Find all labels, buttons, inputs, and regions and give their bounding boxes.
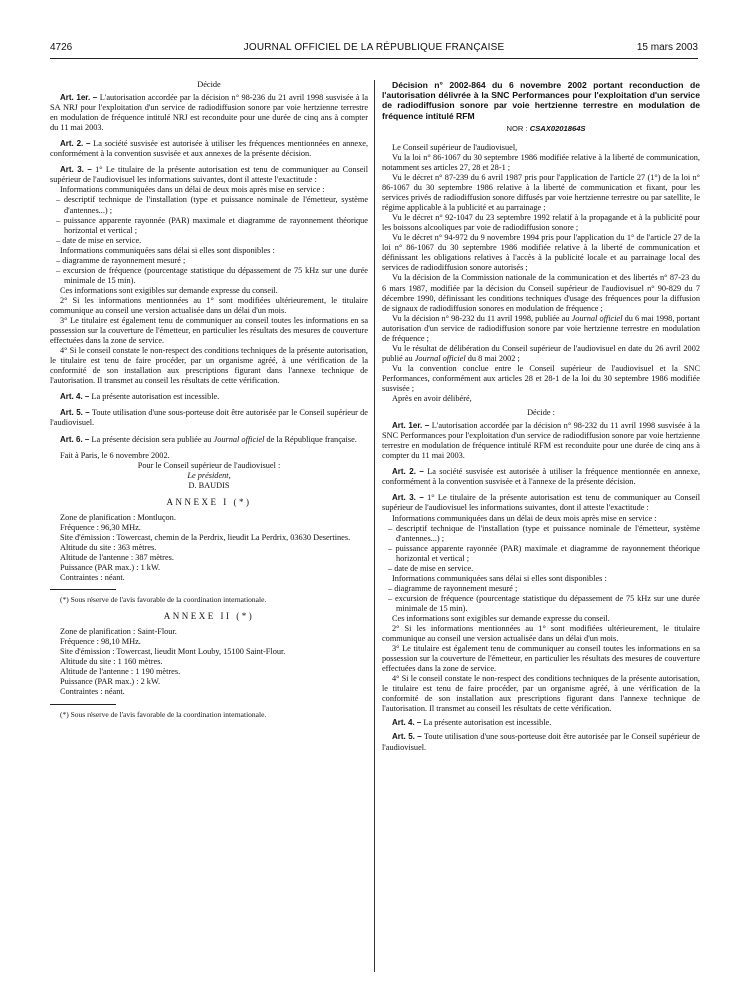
article-label: Art. 3. –: [60, 165, 92, 175]
annex-line: Zone de planification : Saint-Flour.: [60, 627, 177, 637]
header-rule: [50, 58, 698, 59]
annex-line: Altitude de l'antenne : 387 mètres.: [60, 552, 174, 562]
paragraph: Après en avoir délibéré,: [392, 394, 472, 404]
signature-line: Pour le Conseil supérieur de l'audiovisuel :: [137, 460, 281, 470]
footnote: (*) Sous réserve de l'avis favorable de la coordination internationale.: [60, 595, 267, 605]
list-item: – excursion de fréquence (pourcentage statistique du dépassement de 75 kHz sur une durée minimale de 15 min).: [56, 265, 368, 285]
decision-title: Décision n° 2002-864 du 6 novembre 2002 portant reconduction de l'autorisation délivrée à la SNC Performances pour l'exploitation d'un service de radiodiffusion sonore par voie hertzienne terrestre en modulation de fréquence intitulé RFM: [382, 80, 700, 121]
page-number: 4726: [50, 42, 73, 53]
list-item: – puissance apparente rayonnée (PAR) maximale et diagramme de rayonnement théorique horizontal et vertical ;: [56, 215, 368, 235]
signature-name: D. BAUDIS: [188, 480, 230, 490]
annex-2-title: ANNEXE II (*): [163, 611, 255, 622]
footnote-rule: [50, 589, 116, 590]
article-label: Art. 6. –: [60, 434, 90, 444]
annex-line: Fréquence : 96,30 MHz.: [60, 522, 141, 532]
visa: Vu le décret n° 92-1047 du 23 septembre 1992 relatif à la propagande et à la publicité pour les boissons alcooliques par voie de radiodiffusion sonore ;: [382, 213, 700, 233]
paragraph: Informations communiquées dans un délai de deux mois après mise en service :: [60, 185, 325, 195]
visa: Vu la décision n° 98-232 du 11 avril 1998, publiée au Journal officiel du 6 mai 1998, portant autorisation d'un service de radiodiffusion sonore par voie hertzienne terrestre en modulation de fréquence ;: [382, 313, 700, 343]
annex-line: Site d'émission : Towercast, lieudit Mont Louby, 15100 Saint-Flour.: [60, 647, 286, 657]
annex-line: Puissance (PAR max.) : 1 kW.: [60, 563, 161, 573]
paragraph: Ces informations sont exigibles sur demande expresse du conseil.: [60, 285, 278, 295]
article-6: Art. 6. – La présente décision sera publiée au Journal officiel de la République française.: [60, 434, 357, 444]
article-5: Art. 5. – Toute utilisation d'une sous-porteuse doit être autorisée par le Conseil supérieur de l'audiovisuel.: [50, 408, 368, 428]
article-label: Art. 1er. –: [60, 93, 98, 103]
visa: Vu le décret n° 87-239 du 6 avril 1987 pris pour l'application de l'article 27 (1°) de la loi n° 86-1067 du 30 septembre 1986 relative à la liberté de communication et fixant, pour les services privés de radiodiffusion sonore diffusés par voie hertzienne terrestre ou par satellite, le régime applicable à la publicité et au parrainage ;: [382, 173, 700, 213]
decide-heading: Décide: [197, 80, 221, 89]
list-item: – puissance apparente rayonnée (PAR) maximale et diagramme de rayonnement théorique horizontal et vertical ;: [388, 543, 700, 563]
right-column: [382, 80, 700, 753]
paragraph: 4° Si le conseil constate le non-respect des conditions techniques de la présente autorisation, le titulaire est tenu de faire procéder, par un organisme agréé, à une vérification de la conformité de son installation aux prescriptions figurant dans l'annexe technique de l'autorisation. Il transmet au conseil les résultats de cette vérification.: [50, 346, 368, 386]
article-5: Art. 5. – Toute utilisation d'une sous-porteuse doit être autorisée par le Conseil supérieur de l'audiovisuel.: [382, 732, 700, 752]
visa: Vu la convention conclue entre le Conseil supérieur de l'audiovisuel et la SNC Performances, conformément aux articles 28 et 28-1 de la loi du 30 septembre 1986 modifiée susvisée ;: [382, 363, 700, 393]
annex-line: Altitude de l'antenne : 1 190 mètres.: [60, 667, 181, 677]
article-3: Art. 3. – 1° Le titulaire de la présente autorisation est tenu de communiquer au Conseil supérieur de l'audiovisuel les informations suivantes, dont il atteste l'exactitude :: [382, 493, 701, 513]
paragraph: 3° Le titulaire est également tenu de communiquer au conseil toutes les informations en sa possession sur la couverture de l'émetteur, en particulier les résultats des mesures de couverture effectuées dans la zone de service.: [50, 316, 368, 346]
article-label: Art. 4. –: [392, 718, 422, 728]
list-item: – descriptif technique de l'installation (type et puissance nominale de l'émetteur, système d'antennes...) ;: [56, 195, 368, 215]
list-item: – excursion de fréquence (pourcentage statistique du dépassement de 75 kHz sur une durée minimale de 15 min).: [388, 593, 700, 613]
list-item: – diagramme de rayonnement mesuré ;: [56, 255, 186, 265]
signature-title: Le président,: [187, 470, 231, 480]
article-label: Art. 1er. –: [392, 421, 430, 431]
nor-reference: NOR : CSAX0201864S: [506, 123, 586, 133]
signature-place-date: Fait à Paris, le 6 novembre 2002.: [60, 450, 170, 460]
paragraph: Informations communiquées dans un délai de deux mois après mise en service :: [392, 513, 657, 523]
list-item: – descriptif technique de l'installation (type et puissance nominale de l'émetteur, système d'antennes...) ;: [388, 523, 700, 543]
left-column: [50, 80, 368, 720]
paragraph: Ces informations sont exigibles sur demande expresse du conseil.: [392, 613, 610, 623]
visa: Vu la décision de la Commission nationale de la communication et des libertés n° 87-23 du 6 mars 1987, modifiée par la décision du Conseil supérieur de l'audiovisuel n° 90-829 du 7 décembre 1990, définissant les conditions techniques d'usage des fréquences pour la diffusion de signaux de radiodiffusion sonores en modulation de fréquence ;: [382, 273, 700, 313]
list-item: – diagramme de rayonnement mesuré ;: [388, 583, 518, 593]
footnote: (*) Sous réserve de l'avis favorable de la coordination internationale.: [60, 709, 267, 719]
article-4: Art. 4. – La présente autorisation est incessible.: [392, 718, 552, 728]
decide-heading: Décide :: [527, 408, 555, 418]
footnote-rule: [50, 704, 116, 705]
annex-line: Fréquence : 98,10 MHz.: [60, 637, 141, 647]
paragraph: 2° Si les informations mentionnées au 1° sont modifiées ultérieurement, le titulaire communique au conseil une version actualisée dans un délai d'un mois.: [382, 624, 700, 644]
article-2: Art. 2. – La société susvisée est autorisée à utiliser la fréquence mentionnée en annexe, conformément à la convention susvisée et à l'annexe de la présente décision.: [382, 467, 701, 487]
paragraph: 3° Le titulaire est également tenu de communiquer au conseil toutes les informations en sa possession sur la couverture de l'émetteur, en particulier les résultats des mesures de couverture effectuées dans la zone de service.: [382, 644, 700, 674]
article-label: Art. 2. –: [60, 139, 91, 149]
issue-date: 15 mars 2003: [636, 42, 698, 53]
article-4: Art. 4. – La présente autorisation est incessible.: [60, 392, 220, 402]
visa: Vu le décret n° 94-972 du 9 novembre 1994 pris pour l'application du 1° de l'article 27 de la loi n° 86-1067 du 30 septembre 1986 modifiée relative à la liberté de communication et définissant les obligations relatives à l'accès à la publicité locale et au parrainage local des services de radiodiffusion sonore autorisés ;: [382, 233, 700, 273]
column-divider: [374, 80, 375, 972]
annex-line: Zone de planification : Montluçon.: [60, 512, 176, 522]
article-label: Art. 4. –: [60, 392, 90, 402]
visa: Vu la loi n° 86-1067 du 30 septembre 1986 modifiée relative à la liberté de communication, notamment ses articles 27, 28 et 28-1 ;: [382, 152, 700, 172]
article-1: Art. 1er. – L'autorisation accordée par la décision n° 98-236 du 21 avril 1998 susvisée à la SA NRJ pour l'exploitation d'un service de radiodiffusion sonore par voie hertzienne terrestre en modulation de fréquence intitulé NRJ est reconduite pour une durée de cinq ans à compter du 11 mai 2003.: [50, 93, 369, 133]
paragraph: 2° Si les informations mentionnées au 1° sont modifiées ultérieurement, le titulaire communique au conseil une version actualisée dans un délai d'un mois.: [50, 295, 368, 315]
paragraph: Informations communiquées sans délai si elles sont disponibles :: [392, 573, 607, 583]
article-1: Art. 1er. – L'autorisation accordée par la décision n° 98-232 du 11 avril 1998 susvisée à la SNC Performances pour l'exploitation d'un service de radiodiffusion sonore par voie hertzienne terrestre en modulation de fréquence intitulé RFM est reconduite pour une durée de cinq ans à compter du 11 mai 2003.: [382, 421, 700, 461]
article-label: Art. 5. –: [60, 408, 90, 418]
article-3: Art. 3. – 1° Le titulaire de la présente autorisation est tenu de communiquer au Conseil supérieur de l'audiovisuel les informations suivantes, dont il atteste l'exactitude :: [50, 165, 369, 185]
paragraph: 4° Si le conseil constate le non-respect des conditions techniques de la présente autorisation, le titulaire est tenu de faire procéder, par un organisme agréé, à une vérification de la conformité de son installation aux prescriptions figurant dans l'annexe technique de l'autorisation. Il transmet au conseil les résultats de cette vérification.: [382, 674, 700, 714]
visa: Vu le résultat de délibération du Conseil supérieur de l'audiovisuel en date du 26 avril 2002 publié au Journal officiel du 8 mai 2002 ;: [382, 343, 700, 363]
annex-1-title: ANNEXE I (*): [166, 496, 252, 507]
list-item: – date de mise en service.: [388, 563, 474, 573]
paragraph: Le Conseil supérieur de l'audiovisuel,: [392, 142, 518, 152]
list-item: – date de mise en service.: [56, 235, 142, 245]
annex-line: Contraintes : néant.: [60, 573, 125, 583]
annex-line: Altitude du site : 363 mètres.: [60, 542, 157, 552]
paragraph: Informations communiquées sans délai si elles sont disponibles :: [60, 245, 275, 255]
article-2: Art. 2. – La société susvisée est autorisée à utiliser les fréquences mentionnées en annexe, conformément à la convention susvisée et aux annexes de la présente décision.: [50, 139, 369, 159]
annex-line: Site d'émission : Towercast, chemin de la Perdrix, lieudit La Perdrix, 03630 Desertines.: [60, 532, 351, 542]
journal-title: JOURNAL OFFICIEL DE LA RÉPUBLIQUE FRANÇAISE: [243, 42, 505, 53]
annex-line: Contraintes : néant.: [60, 687, 125, 697]
annex-line: Altitude du site : 1 160 mètres.: [60, 657, 163, 667]
annex-line: Puissance (PAR max.) : 2 kW.: [60, 677, 161, 687]
article-label: Art. 3. –: [392, 493, 424, 503]
article-label: Art. 5. –: [392, 732, 422, 742]
page-header: [50, 42, 698, 58]
article-label: Art. 2. –: [392, 467, 424, 477]
